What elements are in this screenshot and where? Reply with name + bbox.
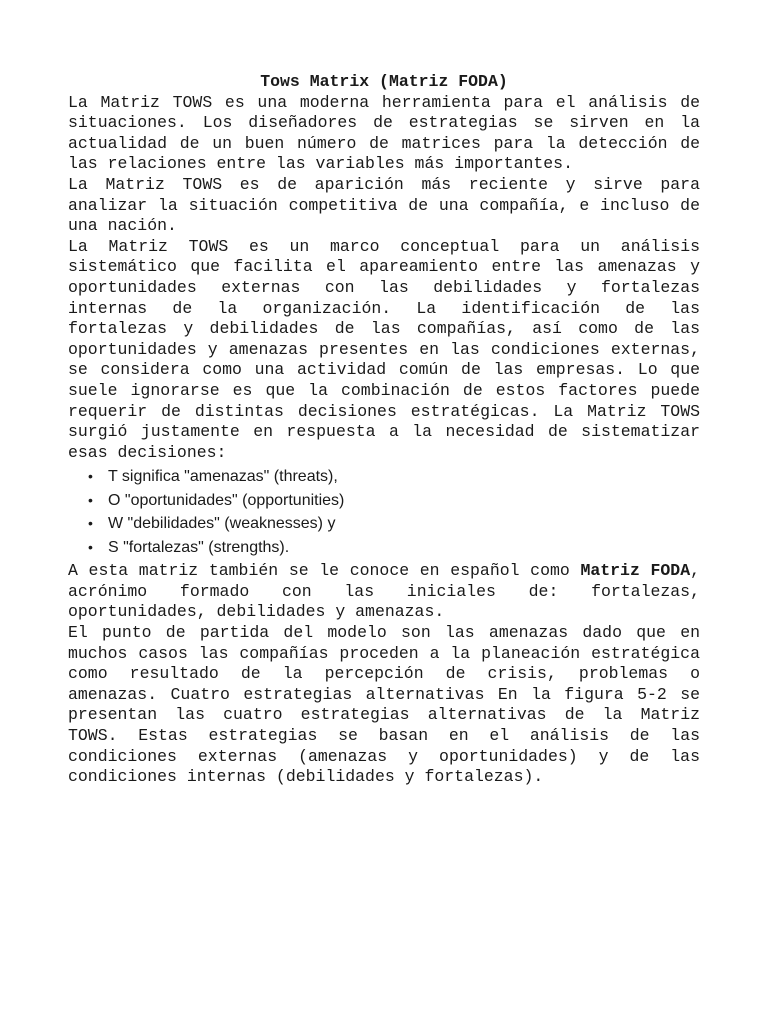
- list-item-text: O "oportunidades" (opportunities): [108, 491, 345, 509]
- foda-text-before: A esta matriz también se le conoce en español como: [68, 561, 581, 581]
- document-page: [68, 72, 700, 788]
- bullet-icon: •: [88, 515, 93, 532]
- bullet-icon: •: [88, 491, 93, 508]
- list-item: [88, 489, 700, 513]
- list-item-text: S "fortalezas" (strengths).: [108, 538, 290, 556]
- paragraph-framework: La Matriz TOWS es un marco conceptual para un análisis sistemático que facilita el apareamiento entre las amenazas y oportunidades externas con las debilidades y fortalezas internas de la organización. La identificación de las fortalezas y debilidades de las compañías, así como de las oportunidades y amenazas presentes en las condiciones externas, se considera como una actividad común de las empresas. Lo que suele ignorarse es que la combinación de estos factores puede requerir de distintas decisiones estratégicas. La Matriz TOWS surgió justamente en respuesta a la necesidad de sistematizar esas decisiones:: [68, 236, 700, 462]
- tows-bullet-list: [68, 465, 700, 559]
- bullet-icon: •: [88, 538, 93, 555]
- list-item-text: W "debilidades" (weaknesses) y: [108, 515, 336, 533]
- foda-bold-term: Matriz FODA: [580, 561, 691, 581]
- list-item: [88, 465, 700, 489]
- list-item: [88, 536, 700, 560]
- list-item-text: T significa "amenazas" (threats),: [108, 468, 338, 486]
- list-item: [88, 512, 700, 536]
- paragraph-intro: La Matriz TOWS es una moderna herramienta para el análisis de situaciones. Los diseñadores de estrategias se sirven en la actualidad de un buen número de matrices para la detección de las relaciones entre las variables más importantes.: [68, 92, 700, 174]
- paragraph-foda: [68, 561, 700, 623]
- paragraph-closing: El punto de partida del modelo son las amenazas dado que en muchos casos las compañías proceden a la planeación estratégica como resultado de la percepción de crisis, problemas o amenazas. Cuatro estrategias alternativas En la figura 5-2 se presentan las cuatro estrategias alternativas de la Matriz TOWS. Estas estrategias se basan en el análisis de las condiciones externas (amenazas y oportunidades) y de las condiciones internas (debilidades y fortalezas).: [68, 623, 700, 787]
- foda-text-after: , acrónimo formado con las iniciales de: fortalezas, oportunidades, debilidades y amenazas.: [68, 561, 701, 622]
- paragraph-recent: La Matriz TOWS es de aparición más reciente y sirve para analizar la situación competitiva de una compañía, e incluso de una nación.: [68, 174, 700, 236]
- document-title: Tows Matrix (Matriz FODA): [260, 72, 508, 91]
- bullet-icon: •: [88, 468, 93, 485]
